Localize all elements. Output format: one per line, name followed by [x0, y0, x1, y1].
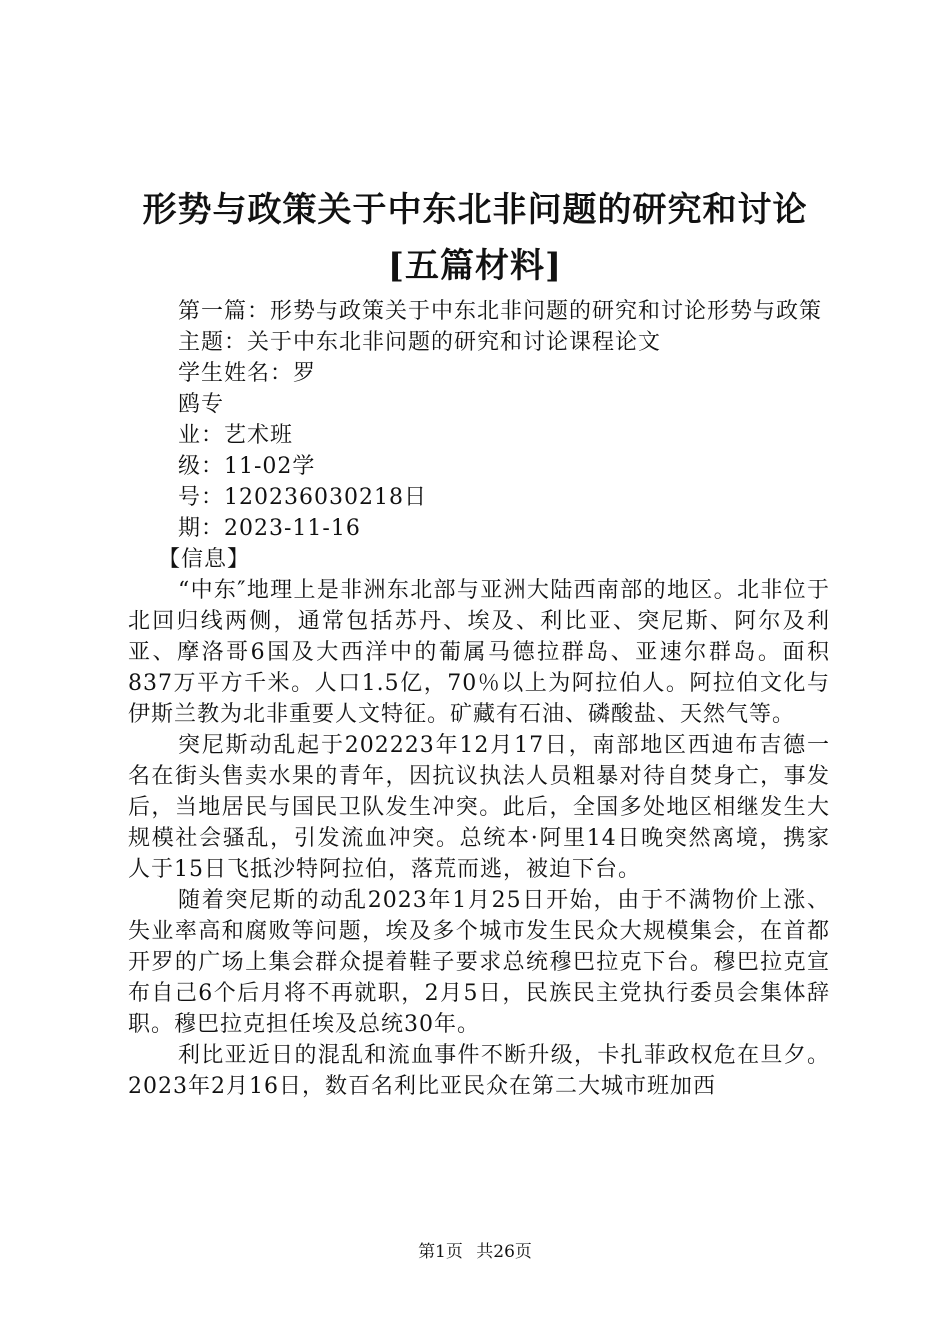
- field-date: 期：2023-11-16: [178, 516, 361, 541]
- paragraph: 突尼斯动乱起于202223年12月17日，南部地区西迪布吉德一名在街头售卖水果的青年，因抗议执法人员粗暴对待自焚身亡，事发后，当地居民与国民卫队发生冲突。此后，全国多处地区相继发生大规模社会骚乱，引发流血冲突。总统本·阿里14日晚突然离境，携家人于15日飞抵沙特阿拉伯，落荒而逃，被迫下台。: [128, 733, 830, 882]
- paragraph: 利比亚近日的混乱和流血事件不断升级，卡扎菲政权危在旦夕。2023年2月16日，数百名利比亚民众在第二大城市班加西: [128, 1043, 830, 1099]
- section-heading: 第一篇：形势与政策关于中东北非问题的研究和讨论形势与政策: [178, 299, 823, 324]
- paragraph: 随着突尼斯的动乱2023年1月25日开始，由于不满物价上涨、失业率高和腐败等问题，埃及多个城市发生民众大规模集会，在首都开罗的广场上集会群众提着鞋子要求总统穆巴拉克下台。穆巴拉克宣布自己6个后月将不再就职，2月5日，民族民主党执行委员会集体辞职。穆巴拉克担任埃及总统30年。: [128, 888, 830, 1037]
- field-major: 业：艺术班: [178, 423, 294, 448]
- field-student-id: 号：120236030218日: [178, 485, 427, 510]
- document-title-line-1: 形势与政策关于中东北非问题的研究和讨论: [142, 190, 808, 230]
- field-class: 级：11-02学: [178, 454, 316, 479]
- document-body: [128, 296, 830, 1102]
- field-name-cont: 鸥专: [178, 392, 225, 417]
- document-title-line-2: [五篇材料]: [387, 246, 563, 286]
- field-student-name: 学生姓名：罗: [178, 361, 317, 386]
- page-total: 共26页: [476, 1242, 532, 1262]
- paragraph: “中东″地理上是非洲东北部与亚洲大陆西南部的地区。北非位于北回归线两侧，通常包括苏丹、埃及、利比亚、突尼斯、阿尔及利亚、摩洛哥6国及大西洋中的葡属马德拉群岛、亚速尔群岛。面积837万平方千米。人口1.5亿，70％以上为阿拉伯人。阿拉伯文化与伊斯兰教为北非重要人文特征。矿藏有石油、磷酸盐、天然气等。: [128, 578, 830, 727]
- info-label: 【信息】: [158, 547, 251, 572]
- field-topic: 主题：关于中东北非问题的研究和讨论课程论文: [178, 330, 662, 355]
- page-number: 第1页: [418, 1242, 463, 1262]
- page-footer: [0, 1242, 950, 1262]
